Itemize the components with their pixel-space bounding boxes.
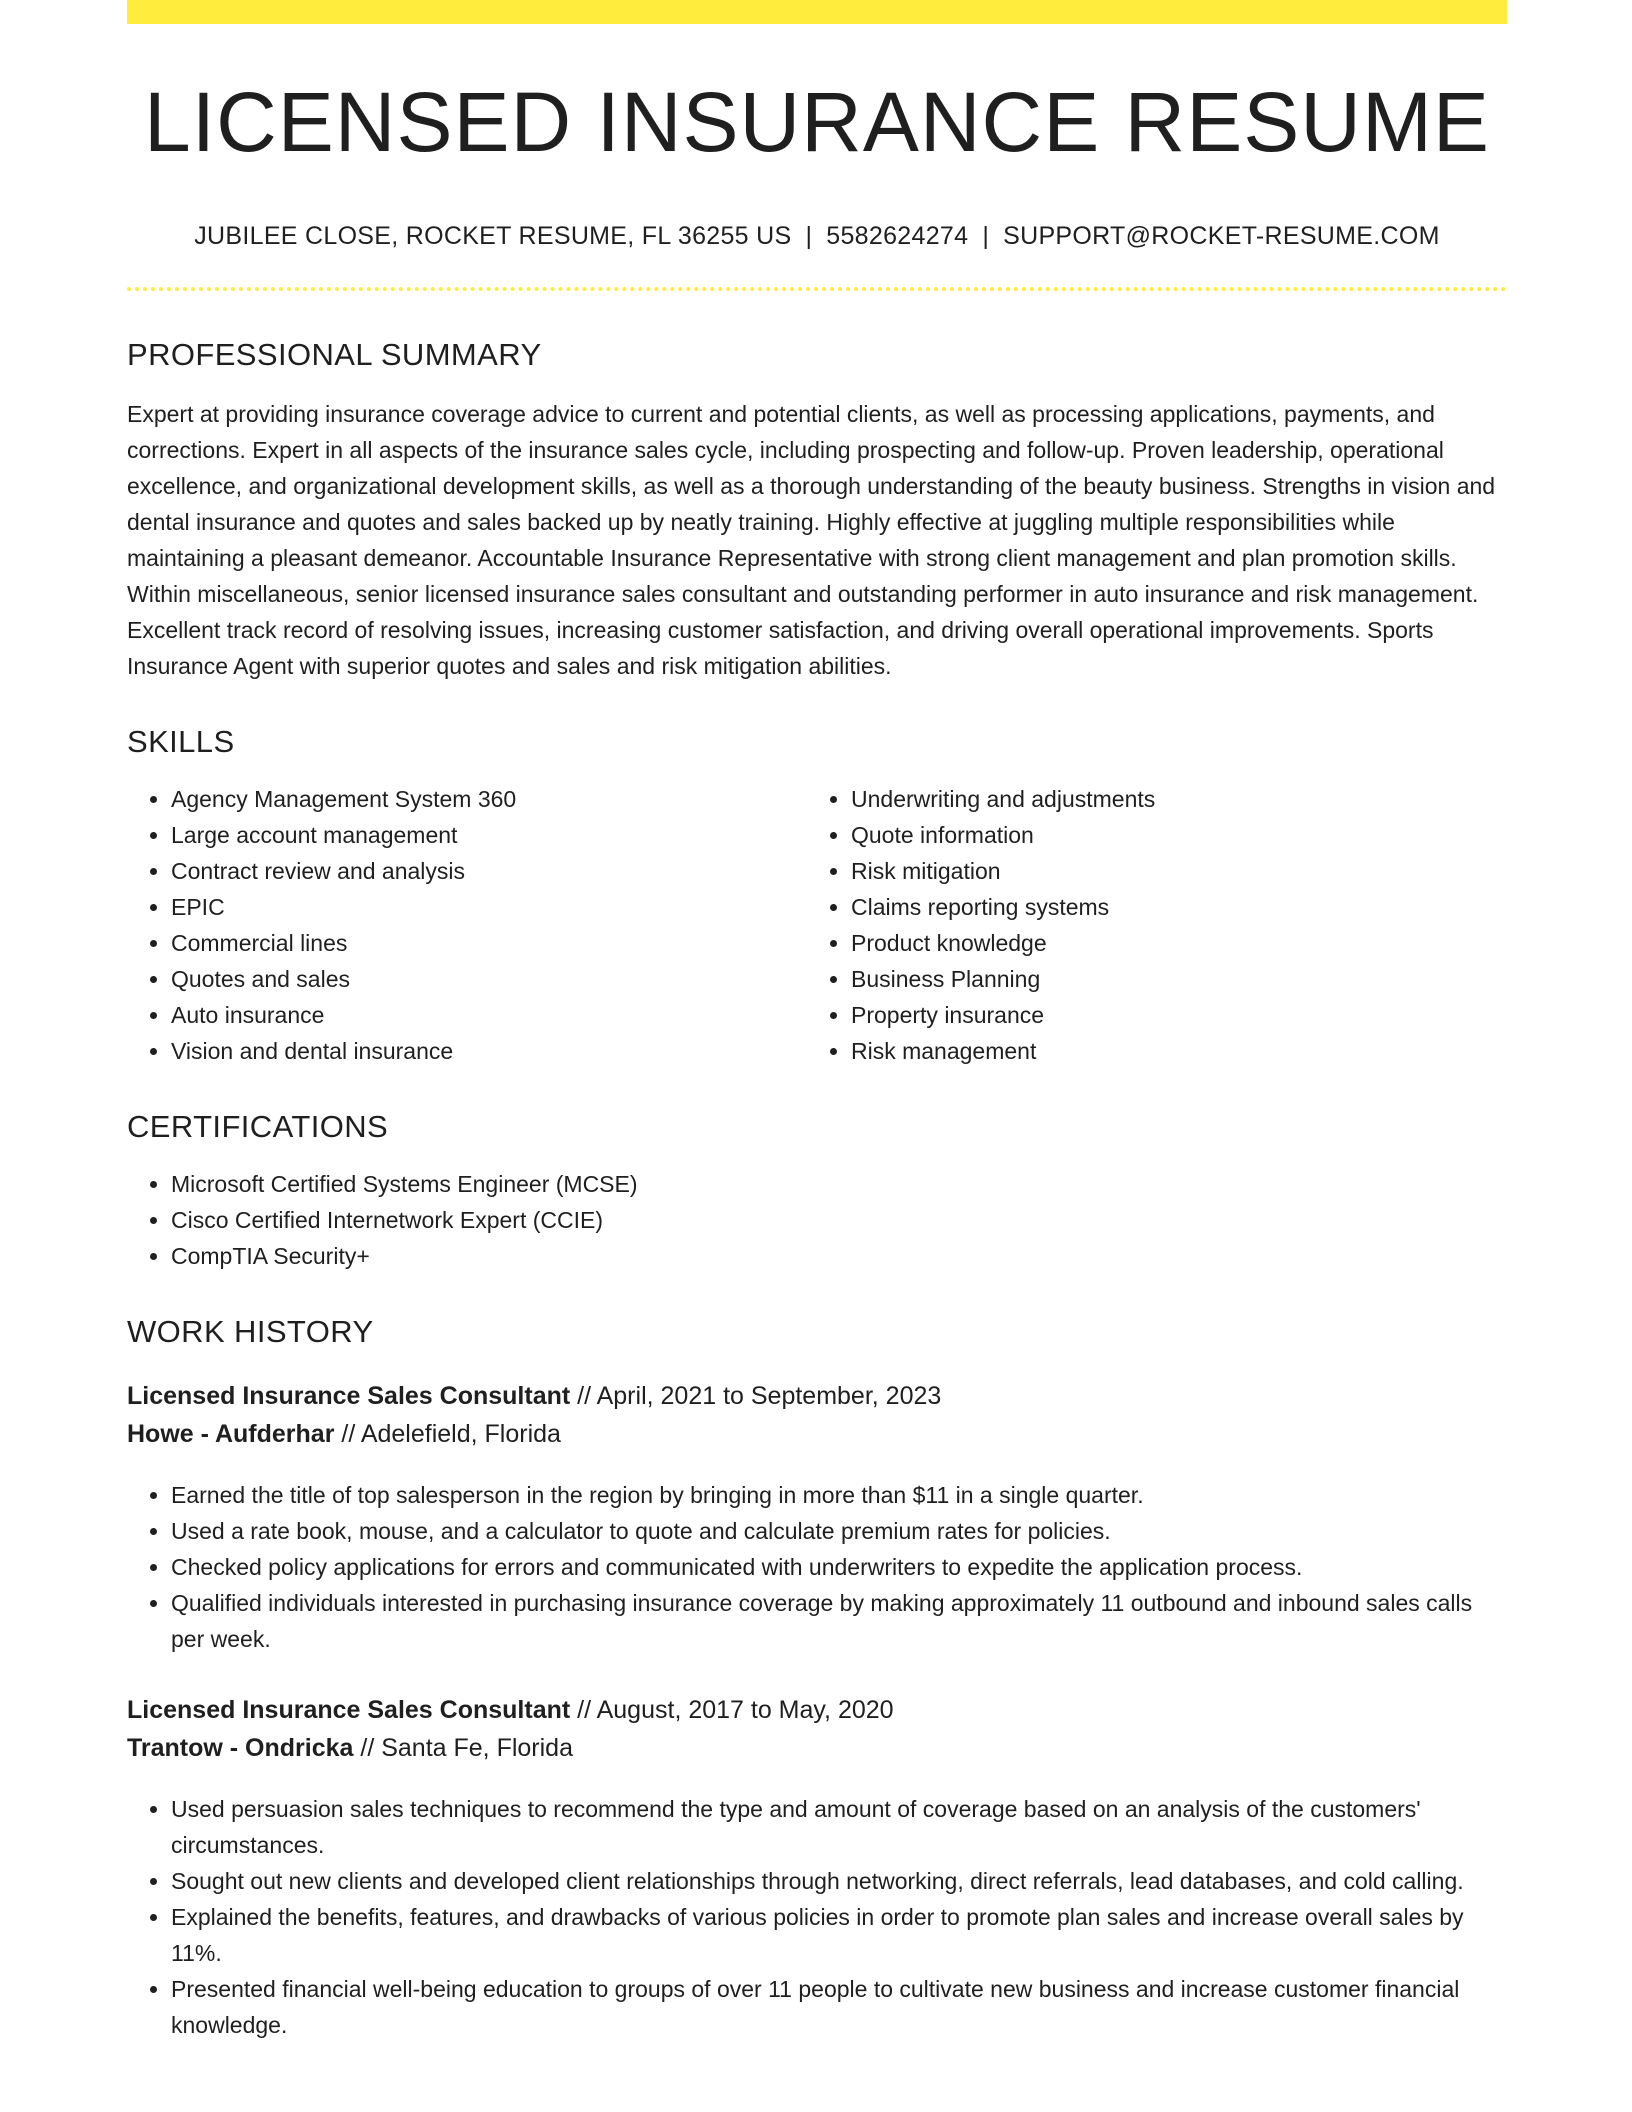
certifications-list	[127, 1166, 1507, 1274]
summary-heading: PROFESSIONAL SUMMARY	[127, 337, 542, 372]
certifications-heading: CERTIFICATIONS	[127, 1109, 389, 1144]
job-role-line	[127, 1377, 1507, 1415]
job-bullet: • Presented financial well-being education to groups of over 11 people to cultivate new business and increase customer financial knowledge.	[171, 1971, 1507, 2043]
job-bullet-list	[127, 1477, 1507, 1657]
job-role: Licensed Insurance Sales Consultant	[127, 1382, 571, 1410]
skill-item: • Business Planning	[851, 961, 1487, 997]
top-accent-bar	[127, 0, 1507, 24]
contact-phone: 5582624274	[826, 222, 969, 250]
skill-item: • Quotes and sales	[171, 961, 807, 997]
skills-left-list	[127, 781, 807, 1069]
resume-page	[127, 0, 1507, 2043]
certification-item: • Microsoft Certified Systems Engineer (MCSE)	[171, 1166, 1507, 1202]
contact-line	[127, 224, 1507, 249]
skill-item: • Property insurance	[851, 997, 1487, 1033]
resume-title: LICENSED INSURANCE RESUME	[144, 75, 1490, 169]
header-divider	[127, 287, 1507, 291]
job-role: Licensed Insurance Sales Consultant	[127, 1696, 571, 1724]
job-entry	[127, 1691, 1507, 2043]
contact-address: JUBILEE CLOSE, ROCKET RESUME, FL 36255 US	[194, 222, 792, 250]
job-bullet: • Qualified individuals interested in purchasing insurance coverage by making approximately 11 outbound and inbound sales calls per week.	[171, 1585, 1507, 1657]
job-company: Trantow - Ondricka	[127, 1734, 354, 1762]
skill-item: • Product knowledge	[851, 925, 1487, 961]
skill-item: • Large account management	[171, 817, 807, 853]
job-dates: // April, 2021 to September, 2023	[570, 1382, 942, 1410]
skills-right-list	[807, 781, 1487, 1069]
skill-item: • Risk management	[851, 1033, 1487, 1069]
summary-text: Expert at providing insurance coverage advice to current and potential clients, as well as processing applications, payments, and corrections. Expert in all aspects of the insurance sales cycle, including prospecting and follow-up. Proven leadership, operational excellence, and organizational development skills, as well as a thorough understanding of the beauty business. Strengths in vision and dental insurance and quotes and sales backed up by neatly training. Highly effective at juggling multiple responsibilities while maintaining a pleasant demeanor. Accountable Insurance Representative with strong client management and plan promotion skills. Within miscellaneous, senior licensed insurance sales consultant and outstanding performer in auto insurance and risk management. Excellent track record of resolving issues, increasing customer satisfaction, and driving overall operational improvements. Sports Insurance Agent with superior quotes and sales and risk mitigation abilities.	[127, 401, 1496, 679]
job-location: // Adelefield, Florida	[334, 1420, 561, 1448]
skill-item: • Agency Management System 360	[171, 781, 807, 817]
job-bullet: • Checked policy applications for errors and communicated with underwriters to expedite the application process.	[171, 1549, 1507, 1585]
skill-item: • Vision and dental insurance	[171, 1033, 807, 1069]
skill-item: • EPIC	[171, 889, 807, 925]
skill-item: • Auto insurance	[171, 997, 807, 1033]
job-bullet: • Used a rate book, mouse, and a calculator to quote and calculate premium rates for policies.	[171, 1513, 1507, 1549]
skill-item: • Contract review and analysis	[171, 853, 807, 889]
contact-separator: |	[805, 222, 813, 250]
skill-item: • Quote information	[851, 817, 1487, 853]
job-company-line	[127, 1729, 1507, 1767]
job-bullet-list	[127, 1791, 1507, 2043]
skill-item: • Commercial lines	[171, 925, 807, 961]
job-bullet: • Earned the title of top salesperson in the region by bringing in more than $11 in a single quarter.	[171, 1477, 1507, 1513]
certification-item: • Cisco Certified Internetwork Expert (CCIE)	[171, 1202, 1507, 1238]
job-company: Howe - Aufderhar	[127, 1420, 335, 1448]
job-company-line	[127, 1415, 1507, 1453]
skills-columns	[127, 781, 1507, 1069]
job-location: // Santa Fe, Florida	[353, 1734, 573, 1762]
job-bullet: • Explained the benefits, features, and drawbacks of various policies in order to promote plan sales and increase overall sales by 11%.	[171, 1899, 1507, 1971]
job-bullet: • Used persuasion sales techniques to recommend the type and amount of coverage based on an analysis of the customers' circumstances.	[171, 1791, 1507, 1863]
job-dates: // August, 2017 to May, 2020	[570, 1696, 894, 1724]
skill-item: • Risk mitigation	[851, 853, 1487, 889]
certification-item: • CompTIA Security+	[171, 1238, 1507, 1274]
skills-heading: SKILLS	[127, 724, 235, 759]
job-role-line	[127, 1691, 1507, 1729]
job-entry	[127, 1377, 1507, 1657]
skill-item: • Claims reporting systems	[851, 889, 1487, 925]
skill-item: • Underwriting and adjustments	[851, 781, 1487, 817]
contact-separator: |	[982, 222, 990, 250]
work-history-heading: WORK HISTORY	[127, 1314, 374, 1349]
contact-email: SUPPORT@ROCKET-RESUME.COM	[1003, 222, 1440, 250]
job-bullet: • Sought out new clients and developed client relationships through networking, direct referrals, lead databases, and cold calling.	[171, 1863, 1507, 1899]
